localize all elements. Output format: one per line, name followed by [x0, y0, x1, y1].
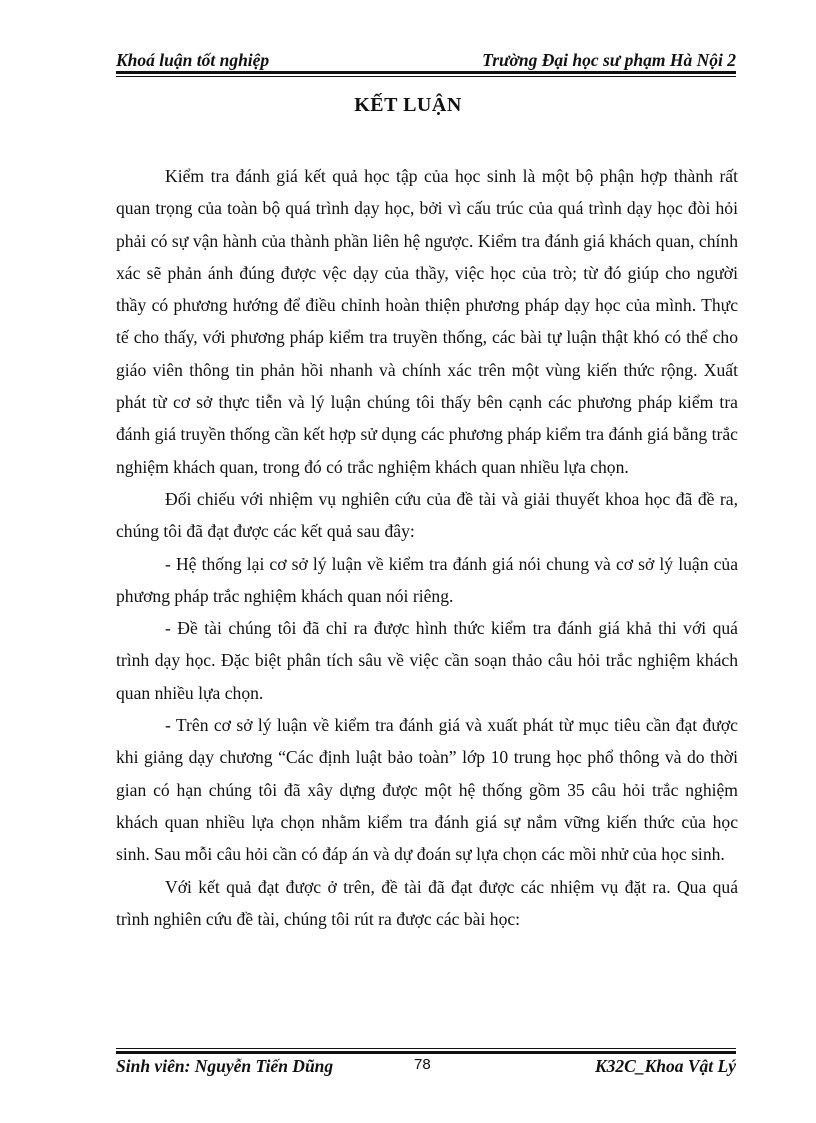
paragraph: Với kết quả đạt được ở trên, đề tài đã đạt được các nhiệm vụ đặt ra. Qua quá trình nghiên cứu đề tài, chúng tôi rút ra được các bài học:	[116, 876, 738, 929]
page-header	[116, 48, 736, 72]
paragraph: - Trên cơ sở lý luận về kiểm tra đánh giá và xuất phát từ mục tiêu cần đạt được khi giảng dạy chương “Các định luật bảo toàn” lớp 10 trung học phổ thông và do thời gian có hạn chúng tôi đã xây dựng được một hệ thống gồm 35 câu hỏi trắc nghiệm khách quan nhiều lựa chọn nhằm kiểm tra đánh giá sự nắm vững kiến thức của học sinh. Sau mỗi câu hỏi cần có đáp án và dự đoán sự lựa chọn các mồi nhử của học sinh.	[116, 715, 738, 865]
page-number: 78	[414, 1056, 431, 1073]
section-title: KẾT LUẬN	[354, 94, 462, 116]
header-rule-thin	[116, 76, 736, 77]
footer-rule-thin	[116, 1048, 736, 1049]
paragraph: - Hệ thống lại cơ sở lý luận về kiểm tra đánh giá nói chung và cơ sở lý luận của phương pháp trắc nghiệm khách quan nói riêng.	[116, 553, 738, 606]
paragraph: Đối chiếu với nhiệm vụ nghiên cứu của đề tài và giải thuyết khoa học đã đề ra, chúng tôi đã đạt được các kết quả sau đây:	[116, 488, 738, 542]
paragraph: Kiểm tra đánh giá kết quả học tập của học sinh là một bộ phận hợp thành rất quan trọng của toàn bộ quá trình dạy học, bởi vì cấu trúc của quá trình dạy học đòi hỏi phải có sự vận hành của thành phần liên hệ ngược. Kiểm tra đánh giá khách quan, chính xác sẽ phản ánh đúng được vệc dạy của thầy, việc học của trò; từ đó giúp cho người thầy có phương hướng để điều chỉnh hoàn thiện phương pháp dạy học của mình. Thực tế cho thấy, với phương pháp kiểm tra truyền thống, các bài tự luận thật khó có thể cho giáo viên thông tin phản hồi nhanh và chính xác trên một vùng kiến thức rộng. Xuất phát từ cơ sở thực tiễn và lý luận chúng tôi thấy bên cạnh các phương pháp kiểm tra đánh giá truyền thống cần kết hợp sử dụng các phương pháp kiểm tra đánh giá bằng trắc nghiệm khách quan, trong đó có trắc nghiệm khách quan nhiều lựa chọn.	[116, 166, 738, 477]
body-text	[116, 160, 738, 935]
header-rule-thick	[116, 71, 736, 74]
paragraph: - Đề tài chúng tôi đã chỉ ra được hình thức kiểm tra đánh giá khả thi với quá trình dạy học. Đặc biệt phân tích sâu về việc cần soạn thảo câu hỏi trắc nghiệm khách quan nhiều lựa chọn.	[116, 618, 738, 703]
page-footer	[116, 1054, 736, 1078]
header-university: Trường Đại học sư phạm Hà Nội 2	[482, 49, 736, 70]
footer-class: K32C_Khoa Vật Lý	[595, 1055, 736, 1076]
header-thesis-label: Khoá luận tốt nghiệp	[116, 49, 270, 70]
footer-author: Sinh viên: Nguyễn Tiến Dũng	[116, 1055, 334, 1076]
